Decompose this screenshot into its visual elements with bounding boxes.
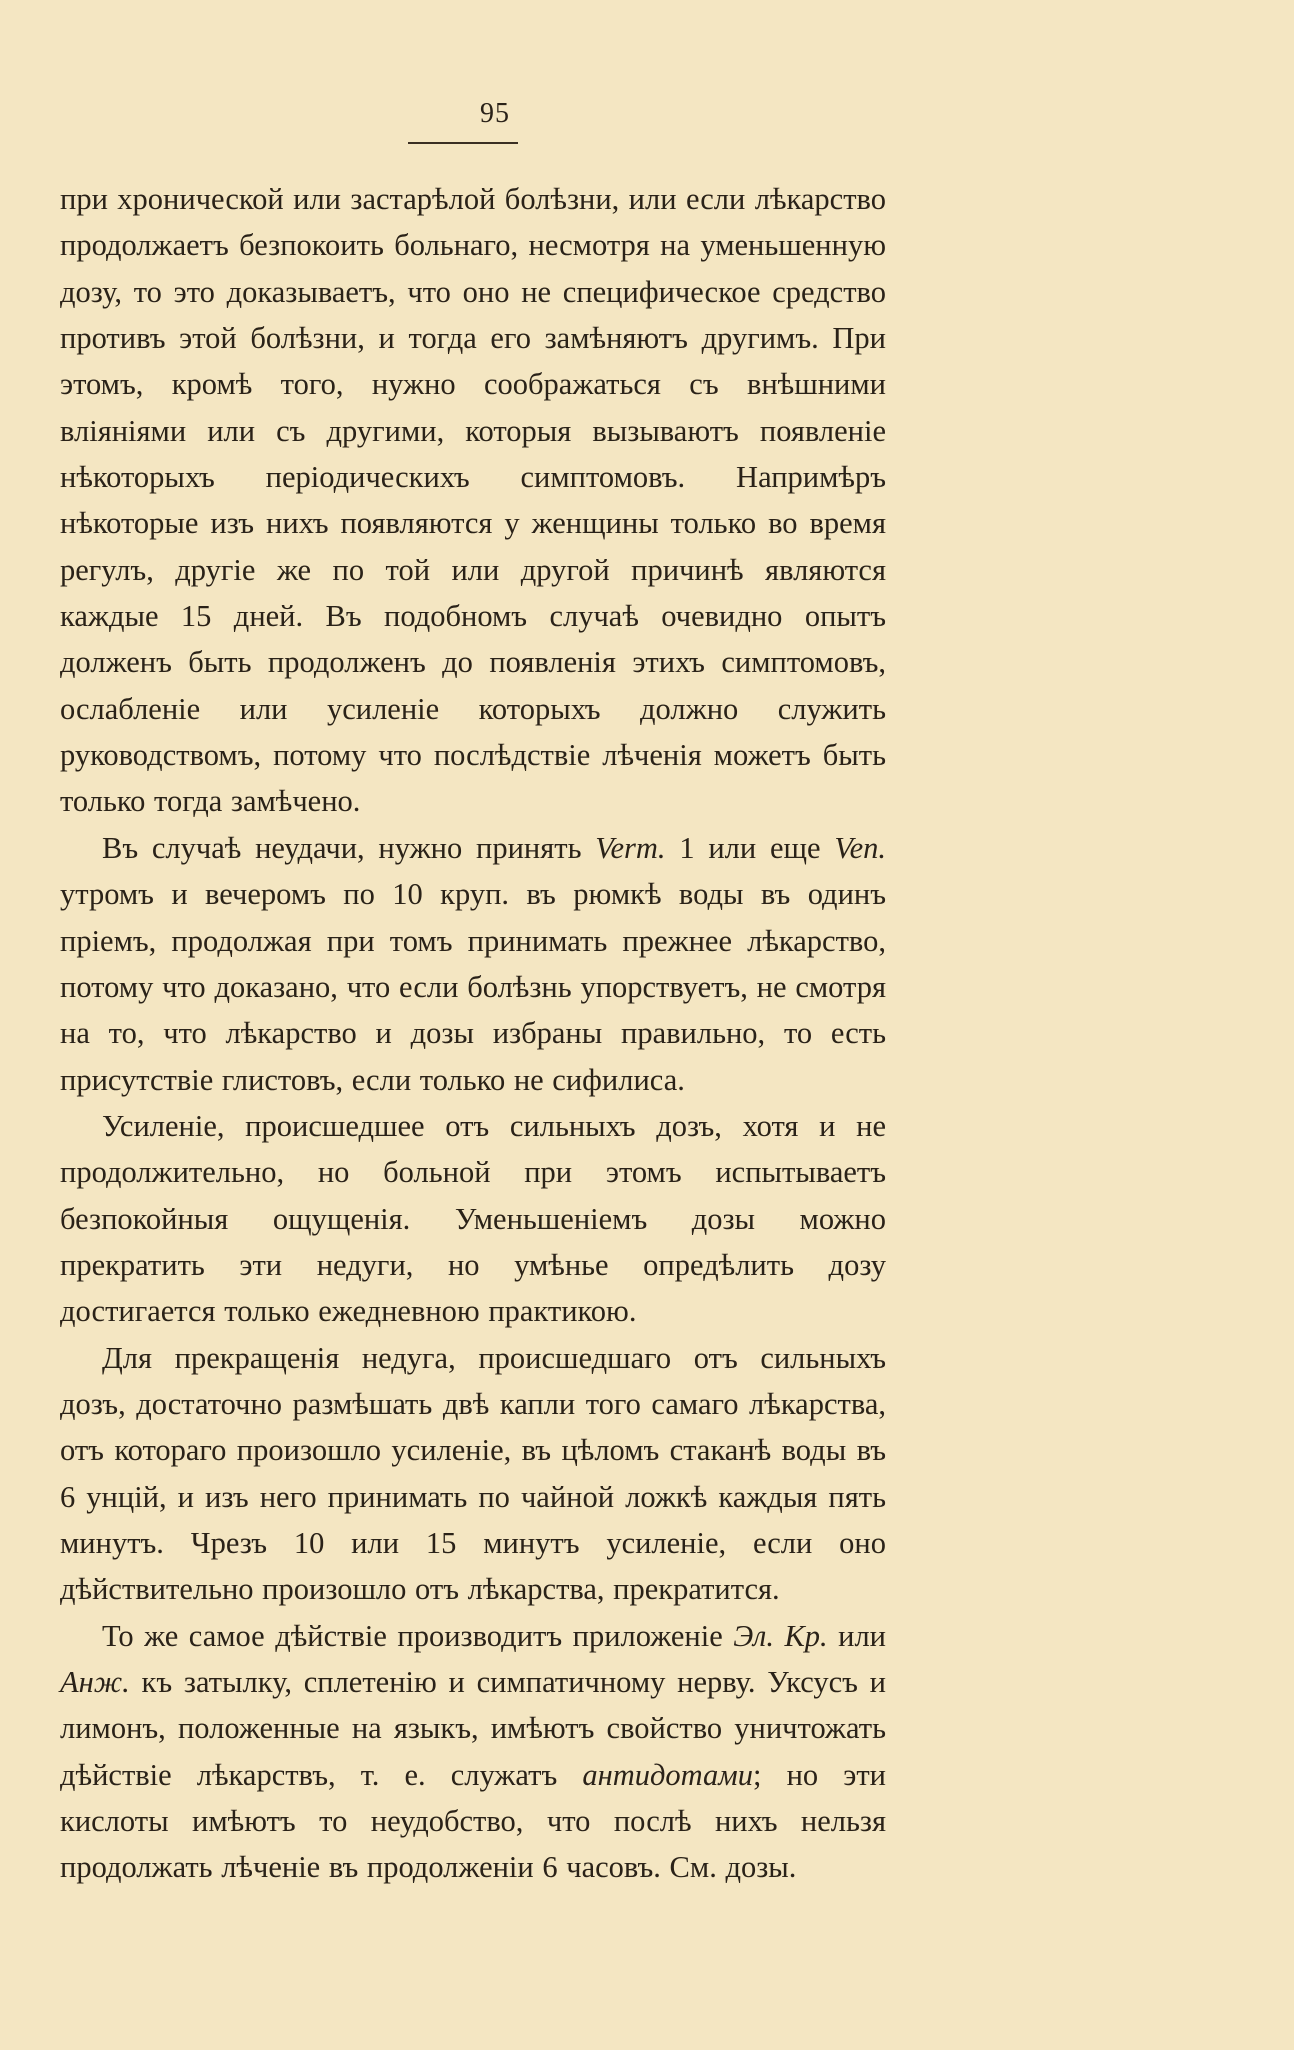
page-number: 95 [480,98,510,129]
paragraph-3 [60,1103,886,1335]
paragraph-2 [60,825,886,1103]
remedy-abbreviation: Verm. [595,830,666,865]
body-text [60,176,886,1891]
paragraph-text: утромъ и вечеромъ по 10 круп. въ рюмкѣ воды въ одинъ пріемъ, продолжая при томъ принимать прежнее лѣкарство, потому что доказано, что если болѣзнь упорствуетъ, не смотря на то, что лѣкарство и дозы избраны правильно, то есть присутствіе глистовъ, если только не сифилиса. [60,877,886,1097]
paragraph-text: къ затылку, сплетенію и симпатичному нерву. Уксусъ и лимонъ, положенные на языкъ, имѣютъ свойство уничтожать дѣйствіе лѣкарствъ, т. е. служатъ [60,1665,886,1792]
paragraph-1 [60,176,886,825]
paragraph-text: То же самое дѣйствіе производитъ приложеніе [102,1618,734,1653]
remedy-abbreviation: Ven. [834,830,886,865]
remedy-abbreviation: Анж. [60,1665,130,1699]
paragraph-text: Въ случаѣ неудачи, нужно принять [102,830,596,865]
paragraph-4 [60,1335,886,1613]
paragraph-text: Для прекращенія недуга, происшедшаго отъ сильныхъ дозъ, достаточно размѣшать двѣ капли того самаго лѣкарства, отъ котораго произошло усиленіе, въ цѣломъ стаканѣ воды въ 6 унцій, и изъ него принимать по чайной ложкѣ каждыя пять минутъ. Чрезъ 10 или 15 минутъ усиленіе, если оно дѣйствительно произошло отъ лѣкарства, прекратится. [60,1340,886,1607]
paragraph-text: при хронической или застарѣлой болѣзни, или если лѣкарство продолжаетъ безпокоить больнаго, несмотря на уменьшенную дозу, то это доказываетъ, что оно не специфическое средство противъ этой болѣзни, и тогда его замѣняютъ другимъ. При этомъ, кромѣ того, нужно соображаться съ внѣшними вліяніями или съ другими, которыя вызываютъ появленіе нѣкоторыхъ періодическихъ симптомовъ. Напримѣръ нѣкоторые изъ нихъ появляются у женщины только во время регулъ, другіе же по той или другой причинѣ являются каждые 15 дней. Въ подобномъ случаѣ очевидно опытъ долженъ быть продолженъ до появленія этихъ симптомовъ, ослабленіе или усиленіе которыхъ должно служить руководствомъ, потому что послѣдствіе лѣченія можетъ быть только тогда замѣчено. [60,182,886,819]
paragraph-5 [60,1613,886,1891]
paragraph-text: ; но эти кислоты имѣютъ то неудобство, что послѣ нихъ нельзя продолжать лѣченіе въ продолженіи 6 часовъ. См. дозы. [60,1757,887,1885]
paragraph-text: 1 или еще [665,830,835,865]
paragraph-text: Усиленіе, происшедшее отъ сильныхъ дозъ, хотя и не продолжительно, но больной при этомъ испытываетъ безпокойныя ощущенія. Уменьшеніемъ дозы можно прекратить эти недуги, но умѣнье опредѣлить дозу достигается только ежедневною практикою. [60,1108,886,1329]
page-number-rule [408,142,518,144]
paragraph-text: или [827,1618,886,1653]
italic-term: антидотами [582,1757,754,1792]
remedy-abbreviation: Эл. Кр. [733,1618,828,1653]
